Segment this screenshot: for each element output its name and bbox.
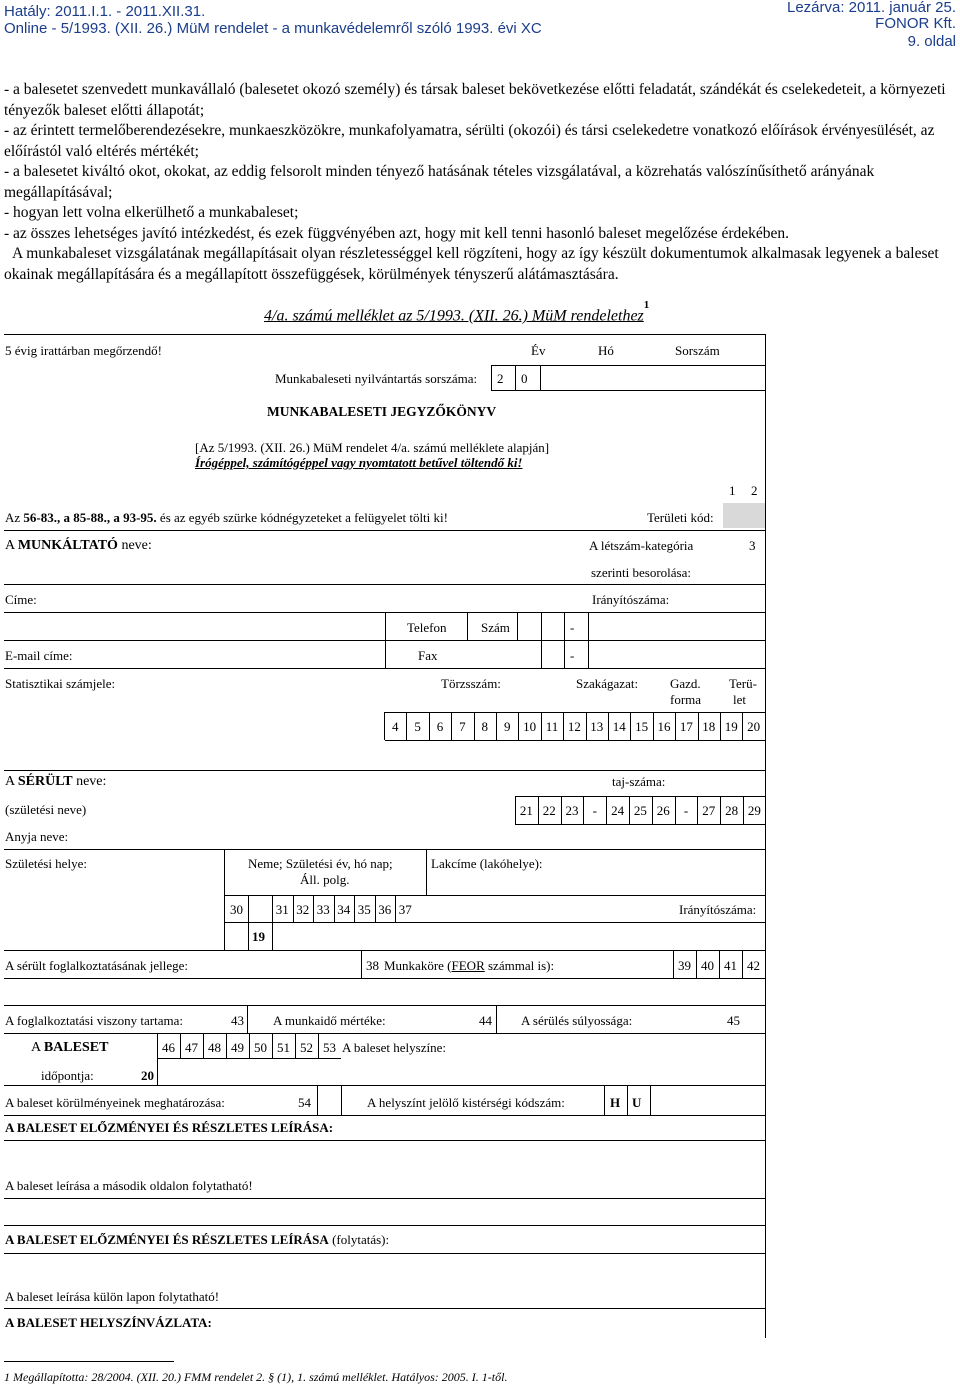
header-page-number: 9. oldal [907,33,956,50]
cell-divider [673,950,674,978]
cell-divider [675,712,676,740]
code-cell: 6 [436,719,444,734]
code-cell: 32 [296,902,310,917]
cell-divider [406,712,407,740]
form-title-text: 4/a. számú melléklet az 5/1993. (XII. 26.) MüM rendelethez [264,307,644,325]
code-cell: 19 [724,719,738,734]
employment-duration-label: A foglalkoztatási viszony tartama: [5,1013,183,1028]
field-number: 19 [252,929,265,944]
month-label: Hó [598,343,614,358]
code-cell: 23 [565,803,579,818]
section-line [4,978,766,979]
cell-divider [538,796,539,824]
retention-note: 5 évig irattárban megőrzendő! [5,343,163,358]
cell-divider [743,796,744,824]
accident-label [31,1040,108,1055]
intro-paragraph: - hogyan lett volna elkerülhető a munkabaleset; [4,204,299,221]
code-cell: 24 [611,803,625,818]
code-cell: 48 [208,1040,221,1055]
cell-divider [697,796,698,824]
legal-basis: [Az 5/1993. (XII. 26.) MüM rendelet 4/a. számú melléklete alapján] [195,440,550,455]
postcode-label: Irányítószáma: [592,592,670,607]
code-cell: 49 [231,1040,244,1055]
code-cell: 20 [747,719,761,734]
code-cell: 14 [612,719,626,734]
employment-type-label: A sérült foglalkoztatásának jellege: [5,958,189,973]
field-number: 54 [298,1095,311,1110]
cell-divider [583,796,584,824]
col-number: 2 [751,483,758,498]
cell-divider [224,849,225,950]
severity-label: A sérülés súlyossága: [521,1013,633,1028]
birth-name-label: (születési neve) [5,802,87,817]
grey-boxes-note [5,510,448,525]
code-cell: 52 [300,1040,313,1055]
section-line [4,668,766,669]
code-cell: 8 [481,719,489,734]
year-label: Év [531,343,546,358]
cell-divider [696,950,697,978]
intro-paragraph: - a balesetet kiváltó okot, okokat, az eddig felsorolt minden tényező hatásának tételes vizsgálatával, a közrehatás valószínűsíthető arányának megállapításával; [4,163,875,201]
cell-divider [541,712,542,740]
cell-divider [518,712,519,740]
code-cell: 51 [277,1040,290,1055]
row-line [224,895,766,896]
cell-divider [630,712,631,740]
cell-divider [720,796,721,824]
code-cell: 53 [323,1040,336,1055]
cell-divider [334,895,335,922]
birthplace-label: Születési helye: [5,856,87,871]
working-time-label: A munkaidő mértéke: [273,1013,386,1028]
row-line [491,390,766,391]
region-code-letter: U [632,1095,642,1110]
intro-paragraph: - a balesetet szenvedett munkavállaló (balesetet okozó személy) és társak baleset bekövetkezése előtti feladatát, szándékát és cselekedeteit, a környezeti tényezők baleset előtti állapotát; [4,81,946,119]
cell-divider [652,796,653,824]
code-cell: 35 [357,902,371,917]
cell-divider [675,796,676,824]
cell-divider [395,895,396,922]
cell-divider [496,712,497,740]
cell-divider [429,712,430,740]
accident-time-label: időpontja: [41,1068,94,1083]
cell-divider [627,1085,628,1115]
cell-divider [249,1033,250,1058]
label-part: A [5,774,18,789]
field-number: 20 [141,1068,154,1083]
email-label: E-mail címe: [5,648,73,663]
cell-divider [375,895,376,922]
row-line [515,824,766,825]
fill-instruction: Írógéppel, számítógéppel vagy nyomtatott betűvel töltendő ki! [195,455,523,470]
cell-divider [698,712,699,740]
ssn-label: taj-száma: [612,774,666,789]
dash: - [570,620,575,635]
cell-divider [606,796,607,824]
cell-divider [474,712,475,740]
section-line [4,1308,766,1309]
region-code-label: A helyszínt jelölő kistérségi kódszám: [367,1095,565,1110]
footnote-ref: 1 [643,299,650,311]
cell-divider [317,1085,318,1115]
cell-divider [293,895,294,922]
row-line [224,922,766,923]
code-cell: 27 [702,803,716,818]
cell-divider [295,1033,296,1058]
label-part: SÉRÜLT [17,774,73,789]
note-part: és az egyéb szürke kódnégyzeteket a felügyelet tölti ki! [156,510,448,525]
cell-divider [719,950,720,978]
field-number: 38 [366,958,379,973]
code-cell: 37 [398,902,412,917]
footnote-rule [4,1361,174,1362]
cell-divider [491,365,492,391]
section-line [4,1085,766,1086]
fax-label: Fax [418,648,438,663]
code-cell: 15 [635,719,649,734]
cell-divider [540,365,541,391]
intro-paragraph: - az érintett termelőberendezésekre, munkaeszközökre, munkafolyamatra, sérülti (okozói) és társi cselekedetre vonatkozó előírások érvényesülését, az előírástól való eltérés mértékét; [4,122,935,160]
cell-divider [515,365,516,391]
area-code-label: Területi kód: [647,510,714,525]
section-line [4,1005,766,1006]
intro-paragraph: - az összes lehetséges javító intézkedést, és ezek függvényében azt, hogy mit kell tenni hasonló baleset megelőzése érdekében. [4,224,790,242]
label-part: BALESET [43,1040,109,1055]
code-cell: 13 [590,719,604,734]
gender-dob-label: Neme; Születési év, hó nap; [248,856,393,871]
stat-number-label: Statisztikai számjele: [5,676,116,691]
territory-label: Terü- [729,676,757,691]
label-part: neve: [72,774,107,789]
address-label: Címe: [5,592,37,607]
report-heading: MUNKABALESETI JEGYZŐKÖNYV [267,404,497,419]
section-line [4,1225,766,1226]
label-part: FEOR [451,958,485,973]
code-cell: 40 [701,958,714,973]
code-cell: 46 [162,1040,175,1055]
cell-divider [180,1033,181,1058]
register-digit: 2 [497,371,504,386]
code-cell: 16 [657,719,671,734]
code-cell: 17 [679,719,693,734]
code-cell: 39 [678,958,691,973]
cell-divider [248,895,249,950]
code-cell: 4 [391,719,399,734]
header-closed-date: Lezárva: 2011. január 25. [786,0,956,16]
code-cell: 50 [254,1040,267,1055]
label-part: A [5,538,18,553]
code-cell: 9 [503,719,511,734]
section-line [4,1140,766,1141]
code-cell: 18 [702,719,716,734]
accident-location-label: A baleset helyszíne: [342,1040,446,1055]
cell-divider [742,712,743,740]
code-cell: 28 [725,803,739,818]
code-cell: 26 [656,803,670,818]
code-cell: 36 [378,902,392,917]
form-title [264,299,650,325]
code-cell: - [592,803,597,818]
headcount-label-cont: szerinti besorolása: [591,565,691,580]
code-cell: 12 [567,719,581,734]
cell-divider [515,796,516,824]
label-part: A [31,1040,44,1055]
code-cell: 25 [633,803,647,818]
cell-divider [384,712,385,740]
cell-divider [653,712,654,740]
form-top-border [4,334,766,335]
sketch-heading: A BALESET HELYSZÍNVÁZLATA: [5,1315,212,1330]
row-line [385,740,766,741]
section-line [4,1033,766,1034]
header-scope: Hatály: 2011.I.1. - 2011.XII.31. [4,3,206,20]
cell-divider [629,796,630,824]
code-cell: 22 [542,803,556,818]
section-line [4,640,766,641]
phone-label: Telefon [407,620,447,635]
separate-sheet-note: A baleset leírása külön lapon folytatható! [5,1289,220,1304]
header-law-title: Online - 5/1993. (XII. 26.) MüM rendelet - a munkavédelemről szóló 1993. évi XC [4,20,542,37]
code-cell: 29 [747,803,761,818]
field-number: 30 [230,902,243,917]
code-cell: 7 [459,719,466,734]
description-cont-heading [5,1232,389,1247]
code-cell: 34 [337,902,351,917]
continue-note: A baleset leírása a második oldalon folytatható! [5,1178,253,1193]
residence-label: Lakcíme (lakóhelye): [431,856,543,871]
section-line [4,950,766,951]
row-line [385,712,766,713]
cell-divider [203,1033,204,1058]
code-cell: - [683,803,689,818]
number-label: Szám [481,620,510,635]
form-right-border [765,334,766,1338]
intro-paragraph: A munkabaleset vizsgálatának megállapításait olyan részletességgel kell rögzíteni, hogy az így készült dokumentumok alkalmasak legyenek a baleset okainak megállapítására és a megállapított összefüggések, körülmények tényszerű alátámasztására. [4,245,939,283]
description-heading: A BALESET ELŐZMÉNYEI ÉS RÉSZLETES LEÍRÁSA: [5,1120,334,1135]
field-number: 3 [749,538,756,553]
cell-divider [341,1085,342,1115]
cell-divider [517,612,518,640]
cell-divider [563,712,564,740]
mother-name-label: Anyja neve: [5,829,69,844]
label-part: neve: [117,538,152,553]
org-form-label: Gazd. [670,676,701,691]
cell-divider [426,849,427,895]
code-cell: 33 [316,902,330,917]
sector-label: Szakágazat: [576,676,639,691]
cell-divider [720,712,721,740]
registry-number-label: Törzsszám: [441,676,501,691]
code-cell: 42 [747,958,760,973]
cell-divider [650,1085,651,1115]
citizenship-label: Áll. polg. [300,872,350,887]
employer-name-label [5,538,152,553]
headcount-label: A létszám-kategória [589,538,694,553]
cell-divider [586,712,587,740]
code-cell: 5 [414,719,421,734]
cell-divider [451,712,452,740]
cell-divider [361,950,362,978]
cell-divider [272,1033,273,1058]
cell-divider [354,895,355,922]
row-line [491,365,766,366]
cell-divider [561,796,562,824]
code-cell: 11 [545,719,559,734]
field-number: 44 [479,1013,492,1028]
intro-text [4,80,956,285]
code-cell: 47 [185,1040,198,1055]
circumstances-label: A baleset körülményeinek meghatározása: [5,1095,225,1110]
territory-label-cont: let [733,692,746,707]
label-part: MUNKÁLTATÓ [17,538,118,553]
field-number: 45 [727,1013,740,1028]
grey-code-cell [723,503,765,528]
cell-divider [467,612,468,640]
register-digit: 0 [521,371,528,386]
postcode-label: Irányítószáma: [679,902,757,917]
section-line [4,1115,766,1116]
label-part: A BALESET ELŐZMÉNYEI ÉS RÉSZLETES LEÍRÁSA [5,1232,329,1247]
cell-divider [313,895,314,922]
row-line [515,796,766,797]
section-line [4,849,766,850]
label-part: (folytatás): [328,1232,390,1247]
cell-divider [226,1033,227,1058]
section-line [4,530,766,531]
section-line [4,1253,766,1254]
cell-divider [608,712,609,740]
region-code-letter: H [610,1095,621,1110]
code-cell: 41 [724,958,737,973]
col-number: 1 [729,483,736,498]
cell-divider [604,1085,605,1115]
label-part: számmal is): [484,958,555,973]
section-line [4,584,766,585]
cell-divider [318,1033,319,1058]
cell-divider [496,1005,497,1033]
section-line [4,770,766,771]
cell-divider [247,1005,248,1033]
code-cell: 21 [519,803,533,818]
note-part: 56-83., a 85-88., a 93-95. [23,510,157,525]
header-publisher: FONOR Kft. [875,15,956,32]
field-number: 43 [231,1013,244,1028]
injured-name-label [5,774,106,789]
label-part: Munkaköre ( [384,958,452,973]
code-cell: 10 [523,719,537,734]
cell-divider [742,950,743,978]
serial-label: Sorszám [675,343,720,358]
register-number-label: Munkabaleseti nyilvántartás sorszáma: [275,371,478,386]
footnote: 1 Megállapította: 28/2004. (XII. 20.) FMM rendelet 2. § (1), 1. számú melléklet. Hatályos: 2005. I. 1-től. [4,1370,508,1384]
dash: - [570,648,575,663]
job-label [384,958,554,973]
section-line [4,1198,766,1199]
org-form-label-cont: forma [670,692,702,707]
note-part: Az [5,510,24,525]
row-line [157,1058,341,1059]
code-cell: 31 [275,902,289,917]
